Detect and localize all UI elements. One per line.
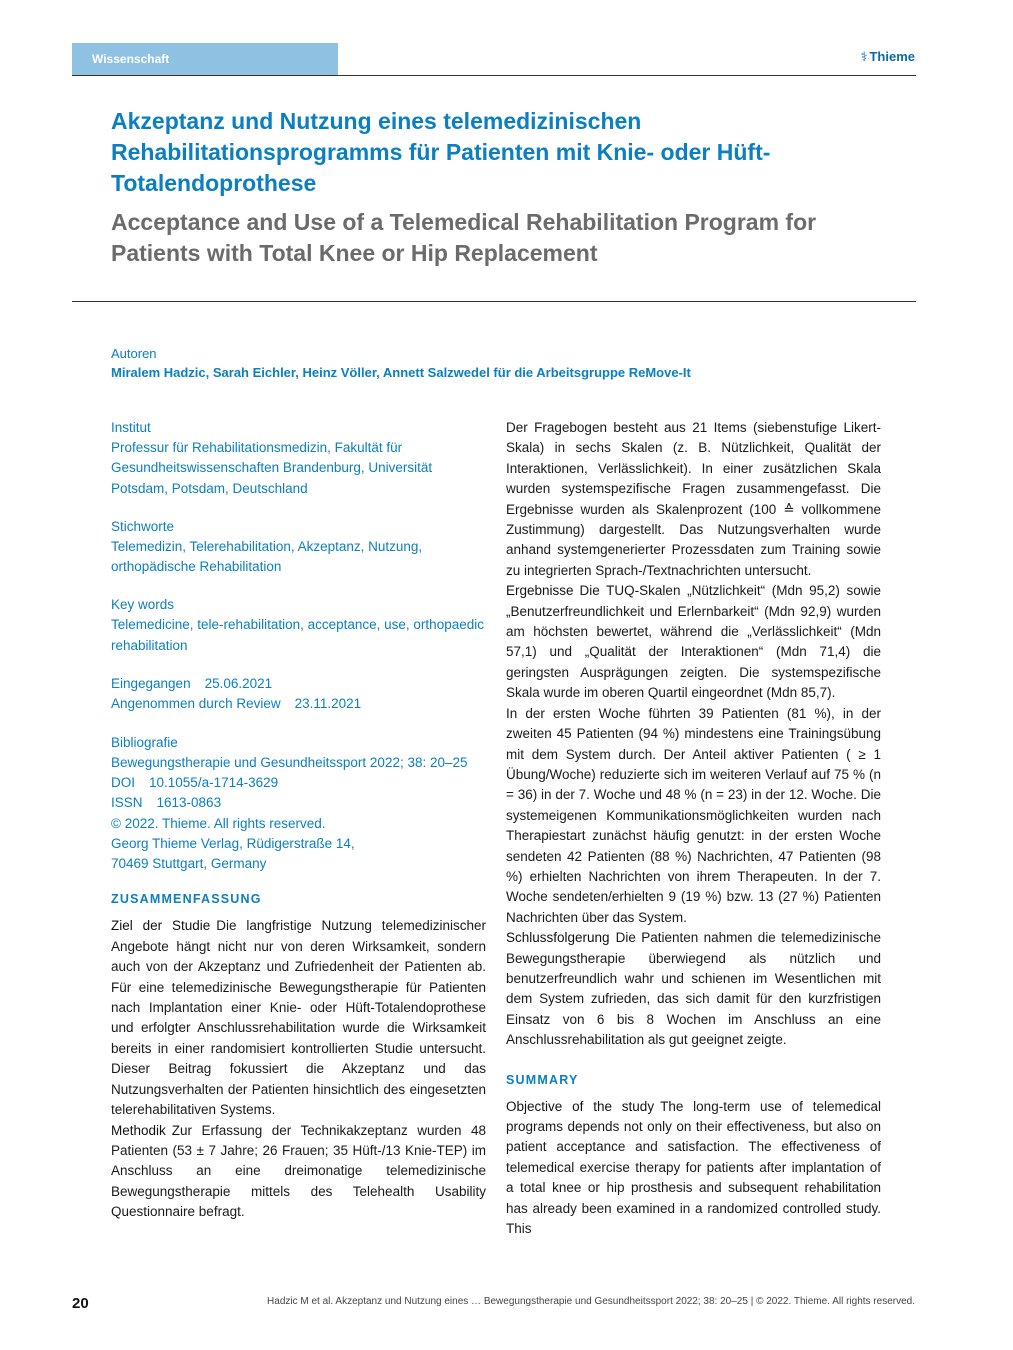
keywords-de-label: Stichworte xyxy=(111,518,175,534)
zusammenfassung-heading: ZUSAMMENFASSUNG xyxy=(111,892,262,907)
objective-text: The long-term use of telemedical programs depends not only on their effectiveness, but also on patient acceptance and satisfaction. The effectiveness of telemedical exercise therapy for patients after implantation of a total knee or hip prosthesis and subsequent rehabilitation has already been examined in a randomized controlled study. This xyxy=(506,1098,882,1237)
thieme-logo-icon: ⚕ xyxy=(860,49,868,64)
schluss-text: Die Patienten nahmen die telemedizinische Bewegungstherapie überwiegend als nützlich und benutzerfreundlich wahr und schienen im Wesentlichen mit dem System zufrieden, das sich damit für den kurzfristigen Einsatz von 6 bis 8 Wochen im Anschluss an eine Anschlussrehabilitation als gut geeignet zeigte. xyxy=(506,930,881,1048)
methodik-text-part1: Zur Erfassung der Technikakzeptanz wurden 48 Patienten (53 ± 7 Jahre; 26 Frauen; 35 Hüft-/13 Knie-TEP) im Anschluss an eine dreimonatige telemedizinische Bewegungstherapie mittels des Telehealth Usability Questionnaire befragt. xyxy=(111,1122,486,1220)
keywords-en-text: Telemedicine, tele-rehabilitation, acceptance, use, orthopaedic rehabilitation xyxy=(111,617,484,653)
copyright-text: © 2022. Thieme. All rights reserved. xyxy=(111,815,326,831)
bibliography-label: Bibliografie xyxy=(111,734,178,750)
objective-label: Objective of the study xyxy=(506,1098,655,1114)
publisher-logo xyxy=(860,49,915,65)
bibliography-block xyxy=(111,733,486,875)
methodik-label: Methodik xyxy=(111,1122,166,1138)
ergebnisse-paragraph xyxy=(506,581,881,703)
ziel-label: Ziel der Studie xyxy=(111,918,211,934)
received-date: 25.06.2021 xyxy=(204,676,273,692)
institute-block xyxy=(111,418,486,499)
institute-label: Institut xyxy=(111,420,151,435)
doi-value[interactable]: 10.1055/a-1714-3629 xyxy=(149,774,279,790)
footer-citation: Hadzic M et al. Akzeptanz und Nutzung eines … Bewegungstherapie und Gesundheitssport 2022; 38: 20–25 | © 2022. Thieme. All rights reserved. xyxy=(267,1296,915,1307)
schluss-paragraph xyxy=(506,928,881,1050)
doi-label: DOI xyxy=(111,774,136,790)
accepted-label: Angenommen durch Review xyxy=(111,696,281,712)
left-column xyxy=(111,418,486,1223)
right-column xyxy=(506,418,881,1239)
ergebnisse-text: Die TUQ-Skalen „Nützlichkeit“ (Mdn 95,2) sowie „Benutzerfreundlichkeit und Erlernbarkeit“ (Mdn 92,9) wurden am höchsten bewertet, während die „Verlässlichkeit“ (Mdn 57,1) und „Qualität der Interaktionen“ (Mdn 71,4) die geringsten Ausprägungen zeigten. Die systemspezifische Skala wurde im oberen Quartil eingeordnet (Mdn 85,7). xyxy=(506,583,881,701)
methodik-continuation: Der Fragebogen besteht aus 21 Items (siebenstufige Likert-Skala) in sechs Skalen (z. B. Nützlichkeit, Qualität der Interaktionen, Verlässlichkeit). In einer zusätzlichen Skala wurden systemspezifische Fragen zusammengefasst. Die Ergebnisse wurden als Skalenprozent (100 ≙ vollkommene Zustimmung) dargestellt. Das Nutzungsverhalten wurde anhand systemgenerierter Prozessdaten zum Training sowie zu integrierten Sprach-/Textnachrichten untersucht. xyxy=(506,420,881,578)
issn-label: ISSN xyxy=(111,795,143,811)
publisher-address-1: Georg Thieme Verlag, Rüdigerstraße 14, xyxy=(111,835,355,851)
title-english: Acceptance and Use of a Telemedical Rehabilitation Program for Patients with Total Knee or Hip Replacement xyxy=(111,209,817,266)
publisher-name: Thieme xyxy=(869,49,915,64)
methodik-paragraph xyxy=(111,1121,486,1223)
authors-label: Autoren xyxy=(111,346,157,361)
keywords-en-block xyxy=(111,595,486,656)
keywords-de-text: Telemedizin, Telerehabilitation, Akzeptanz, Nutzung, orthopädische Rehabilitation xyxy=(111,538,423,575)
issn-value: 1613-0863 xyxy=(156,795,222,811)
institute-text: Professur für Rehabilitationsmedizin, Fakultät für Gesundheitswissenschaften Brandenburg, Universität Potsdam, Potsdam, Deutschland xyxy=(111,440,433,496)
bibliography-text: Bewegungstherapie und Gesundheitssport 2022; 38: 20–25 xyxy=(111,754,468,770)
header-rule xyxy=(72,75,916,76)
received-label: Eingegangen xyxy=(111,676,191,692)
title-german: Akzeptanz und Nutzung eines telemedizinischen Rehabilitationsprogramms für Patienten mit Knie- oder Hüft-Totalendoprothese xyxy=(111,108,771,196)
objective-paragraph xyxy=(506,1097,881,1240)
ziel-paragraph xyxy=(111,916,486,1120)
accepted-date: 23.11.2021 xyxy=(294,696,362,712)
keywords-en-label: Key words xyxy=(111,597,175,613)
page-number: 20 xyxy=(72,1295,89,1312)
summary-heading: SUMMARY xyxy=(506,1072,579,1087)
ergebnisse-label: Ergebnisse xyxy=(506,583,574,599)
keywords-de-block xyxy=(111,517,486,578)
dates-block xyxy=(111,674,486,715)
ziel-text: Die langfristige Nutzung telemedizinischer Angebote hängt nicht nur von deren Wirksamkeit, sondern auch von der Akzeptanz und Zufriedenheit der Patienten ab. Für eine telemedizinische Bewegungstherapie für Patienten nach Implantation einer Knie- oder Hüft-Totalendoprothese und erfolgter Anschlussrehabilitation wurde die Wirksamkeit bereits in einer randomisiert kontrollierten Studie untersucht. Dieser Beitrag fokussiert die Akzeptanz und das Nutzungsverhalten der Patienten hinsichtlich des eingesetzten telerehabilitativen Systems. xyxy=(111,918,486,1118)
publisher-address-2: 70469 Stuttgart, Germany xyxy=(111,856,267,872)
section-label: Wissenschaft xyxy=(72,43,338,75)
schluss-label: Schlussfolgerung xyxy=(506,930,610,946)
ergebnisse-paragraph-2: In der ersten Woche führten 39 Patienten (81 %), in der zweiten 45 Patienten (94 %) mindestens eine Trainingsübung mit dem System durch. Der Anteil aktiver Patienten ( ≥ 1 Übung/Woche) reduzierte sich im weiteren Verlauf auf 75 % (n = 36) in der 7. Woche und 48 % (n = 23) in der 12. Woche. Die systemeigenen Kommunikationsmöglichkeiten wurden nach Therapiestart zunächst häufig genutzt: in der ersten Woche sendeten 42 Patienten (88 %) Nachrichten, 47 Patienten (98 %) erhielten Nachrichten von ihrem Therapeuten. In der 7. Woche sendeten/erhielten 9 (19 %) bzw. 13 (27 %) Patienten Nachrichten über das System. xyxy=(506,705,881,925)
title-rule xyxy=(72,301,916,302)
authors-list: Miralem Hadzic, Sarah Eichler, Heinz Völler, Annett Salzwedel für die Arbeitsgruppe ReMove-It xyxy=(111,365,691,380)
